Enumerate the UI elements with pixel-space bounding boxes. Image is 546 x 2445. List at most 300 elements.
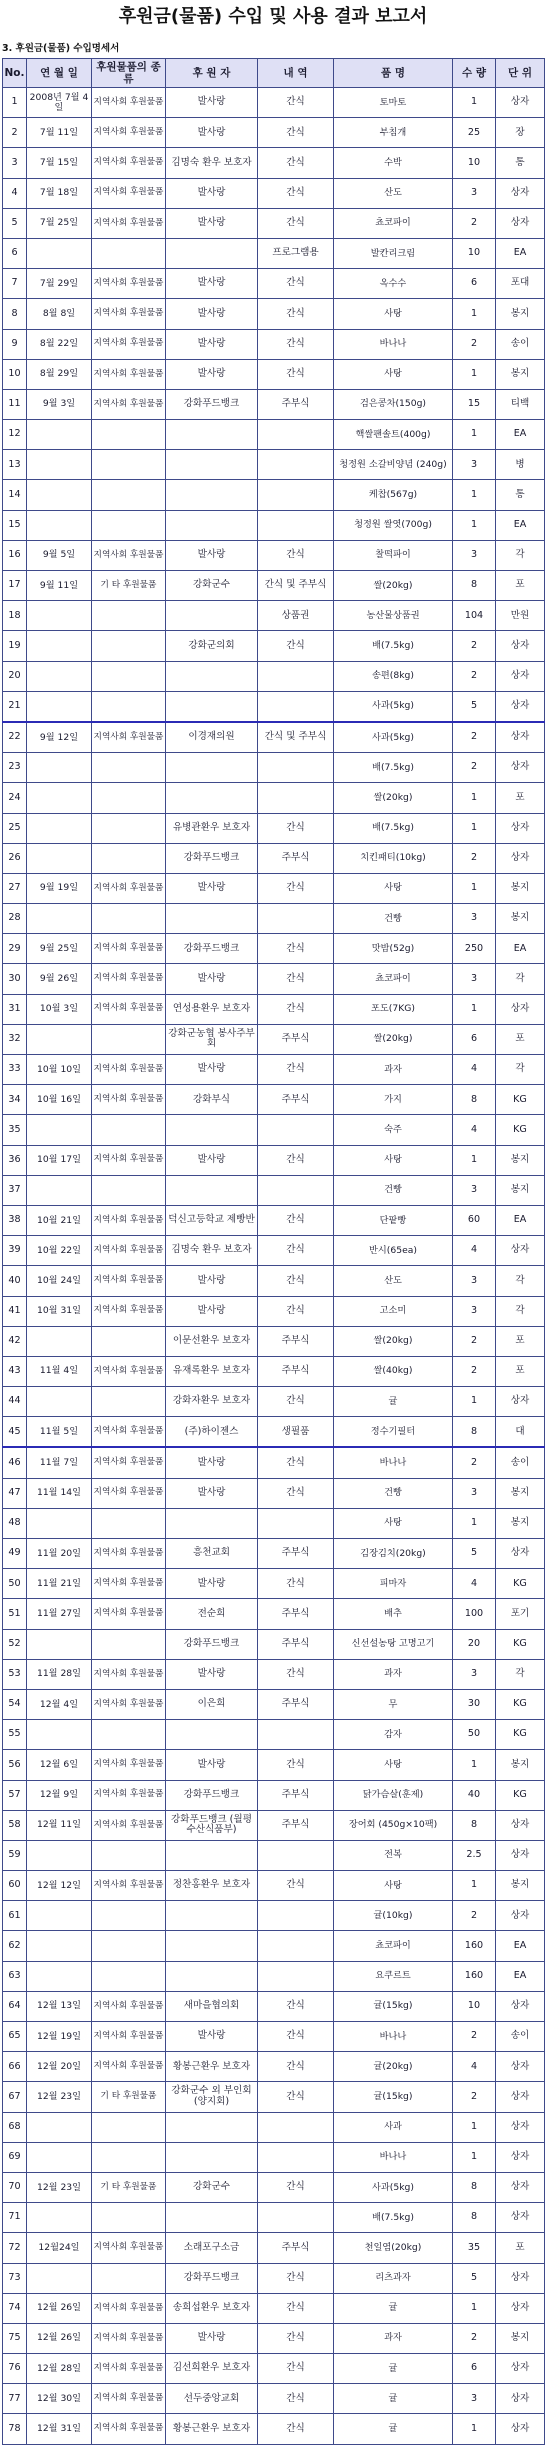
row-type: 지역사회 후원물품 — [92, 1055, 166, 1085]
row-unit: KG — [496, 1629, 545, 1659]
row-donor: 강화푸드뱅크 (월평수산식품부) — [166, 1810, 258, 1840]
row-qty: 250 — [453, 934, 496, 964]
row-date: 12월 6일 — [27, 1750, 92, 1780]
row-qty: 8 — [453, 1085, 496, 1115]
row-category: 간식 — [258, 2263, 334, 2293]
row-no: 77 — [3, 2384, 27, 2414]
col-type: 후원물품의 종 류 — [92, 59, 166, 88]
table-row — [3, 1961, 545, 1991]
row-type: 지역사회 후원물품 — [92, 1569, 166, 1599]
row-item: 귤 — [334, 2293, 453, 2323]
row-qty: 3 — [453, 540, 496, 570]
table-row — [3, 2354, 545, 2384]
row-qty: 4 — [453, 1055, 496, 1085]
row-no: 40 — [3, 1266, 27, 1296]
row-donor: 정찬홍환우 보호자 — [166, 1871, 258, 1901]
col-item: 품 명 — [334, 59, 453, 88]
row-item: 귤(15kg) — [334, 1991, 453, 2021]
row-type: 기 타 후원물품 — [92, 2172, 166, 2202]
row-qty: 4 — [453, 1236, 496, 1266]
row-date — [27, 1720, 92, 1750]
row-unit: 상자 — [496, 1840, 545, 1870]
row-donor: 황봉근환우 보호자 — [166, 2414, 258, 2444]
row-type — [92, 2203, 166, 2233]
row-unit: 상자 — [496, 208, 545, 238]
row-unit: 봉지 — [496, 1478, 545, 1508]
row-category: 간식 — [258, 1236, 334, 1266]
row-qty: 160 — [453, 1961, 496, 1991]
row-item: 바나나 — [334, 329, 453, 359]
row-category: 주부식 — [258, 1326, 334, 1356]
row-unit: 상자 — [496, 2293, 545, 2323]
row-date — [27, 1024, 92, 1054]
row-no: 59 — [3, 1840, 27, 1870]
row-qty: 2.5 — [453, 1840, 496, 1870]
row-unit: 티백 — [496, 389, 545, 419]
row-category: 간식 — [258, 208, 334, 238]
row-qty: 6 — [453, 2354, 496, 2384]
row-category — [258, 1961, 334, 1991]
row-unit: 상자 — [496, 2414, 545, 2444]
row-unit: 상자 — [496, 2112, 545, 2142]
row-no: 15 — [3, 510, 27, 540]
row-category — [258, 2203, 334, 2233]
row-unit: 봉지 — [496, 873, 545, 903]
row-unit: 상자 — [496, 1539, 545, 1569]
row-qty: 5 — [453, 1539, 496, 1569]
table-row — [3, 540, 545, 570]
row-date: 8월 8일 — [27, 299, 92, 329]
row-qty: 1 — [453, 480, 496, 510]
row-type: 지역사회 후원물품 — [92, 359, 166, 389]
row-type: 지역사회 후원물품 — [92, 329, 166, 359]
row-type: 지역사회 후원물품 — [92, 722, 166, 753]
row-item: 과자 — [334, 2323, 453, 2353]
row-qty: 10 — [453, 238, 496, 268]
row-no: 71 — [3, 2203, 27, 2233]
row-no: 61 — [3, 1901, 27, 1931]
row-unit: 봉지 — [496, 1508, 545, 1538]
row-donor — [166, 601, 258, 631]
row-category — [258, 783, 334, 813]
row-item: 건빵 — [334, 1175, 453, 1205]
row-type: 지역사회 후원물품 — [92, 1205, 166, 1235]
row-unit: KG — [496, 1720, 545, 1750]
table-row — [3, 1569, 545, 1599]
section-heading: 3. 후원금(물품) 수입명세서 — [2, 43, 120, 54]
row-donor: 유병관환우 보호자 — [166, 813, 258, 843]
row-donor: (주)하이젠스 — [166, 1417, 258, 1448]
row-item: 신선설농탕 고명고기 — [334, 1629, 453, 1659]
row-date: 9월 3일 — [27, 389, 92, 419]
row-date — [27, 661, 92, 691]
row-category — [258, 691, 334, 722]
row-item: 귤 — [334, 2384, 453, 2414]
row-qty: 2 — [453, 208, 496, 238]
row-unit: 상자 — [496, 2172, 545, 2202]
row-donor: 발사랑 — [166, 2022, 258, 2052]
row-type — [92, 2263, 166, 2293]
row-date: 11월 5일 — [27, 1417, 92, 1448]
row-no: 34 — [3, 1085, 27, 1115]
row-category: 주부식 — [258, 1024, 334, 1054]
row-donor: 김명숙 환우 보호자 — [166, 148, 258, 178]
table-row — [3, 873, 545, 903]
table-row — [3, 1840, 545, 1870]
row-category: 간식 — [258, 1991, 334, 2021]
row-unit: 봉지 — [496, 359, 545, 389]
row-date: 9월 26일 — [27, 964, 92, 994]
row-unit: KG — [496, 1085, 545, 1115]
table-row — [3, 1720, 545, 1750]
row-no: 8 — [3, 299, 27, 329]
table-row — [3, 904, 545, 934]
row-item: 발칸리크림 — [334, 238, 453, 268]
row-category: 간식 — [258, 1387, 334, 1417]
row-unit: EA — [496, 934, 545, 964]
table-row — [3, 571, 545, 601]
row-date: 12월 13일 — [27, 1991, 92, 2021]
table-row — [3, 1085, 545, 1115]
row-category: 주부식 — [258, 1780, 334, 1810]
row-donor — [166, 1901, 258, 1931]
row-item: 사과(5kg) — [334, 722, 453, 753]
table-row — [3, 2172, 545, 2202]
row-category: 간식 — [258, 1478, 334, 1508]
col-qty: 수 량 — [453, 59, 496, 88]
row-no: 44 — [3, 1387, 27, 1417]
row-category: 주부식 — [258, 2233, 334, 2263]
row-qty: 1 — [453, 813, 496, 843]
row-item: 검은콩차(150g) — [334, 389, 453, 419]
row-date — [27, 2112, 92, 2142]
row-type — [92, 238, 166, 268]
row-donor: 발사랑 — [166, 1447, 258, 1478]
row-no: 70 — [3, 2172, 27, 2202]
row-item: 토마토 — [334, 88, 453, 118]
row-unit: 포기 — [496, 1599, 545, 1629]
row-qty: 1 — [453, 1145, 496, 1175]
col-no: No. — [3, 59, 27, 88]
row-donor: 발사랑 — [166, 178, 258, 208]
row-donor: 이문선환우 보호자 — [166, 1326, 258, 1356]
row-type: 지역사회 후원물품 — [92, 1599, 166, 1629]
row-date: 9월 12일 — [27, 722, 92, 753]
row-qty: 2 — [453, 2323, 496, 2353]
row-qty: 3 — [453, 964, 496, 994]
row-category — [258, 2142, 334, 2172]
row-date: 7월 11일 — [27, 118, 92, 148]
row-item: 귤(20kg) — [334, 2052, 453, 2082]
row-donor: 발사랑 — [166, 1266, 258, 1296]
row-no: 18 — [3, 601, 27, 631]
row-qty: 40 — [453, 1780, 496, 1810]
row-date: 8월 29일 — [27, 359, 92, 389]
row-donor — [166, 1720, 258, 1750]
row-unit: 포 — [496, 1356, 545, 1386]
row-type — [92, 1931, 166, 1961]
row-item: 바나나 — [334, 1447, 453, 1478]
row-date: 10월 22일 — [27, 1236, 92, 1266]
row-no: 6 — [3, 238, 27, 268]
row-unit: 병 — [496, 450, 545, 480]
row-type: 지역사회 후원물품 — [92, 964, 166, 994]
row-no: 64 — [3, 1991, 27, 2021]
row-item: 바나나 — [334, 2142, 453, 2172]
row-category: 생필품 — [258, 1417, 334, 1448]
row-unit: 장 — [496, 118, 545, 148]
row-item: 귤(15kg) — [334, 2082, 453, 2112]
row-category: 간식 — [258, 1145, 334, 1175]
row-unit: 송이 — [496, 2022, 545, 2052]
row-no: 67 — [3, 2082, 27, 2112]
row-donor: 발사랑 — [166, 208, 258, 238]
row-category — [258, 420, 334, 450]
table-row — [3, 1689, 545, 1719]
row-donor — [166, 238, 258, 268]
row-category — [258, 450, 334, 480]
row-date: 11월 14일 — [27, 1478, 92, 1508]
row-no: 73 — [3, 2263, 27, 2293]
table-row — [3, 420, 545, 450]
row-item: 사탕 — [334, 299, 453, 329]
row-no: 56 — [3, 1750, 27, 1780]
row-item: 사과(5kg) — [334, 2172, 453, 2202]
row-category: 간식 — [258, 1659, 334, 1689]
row-date: 12월 23일 — [27, 2172, 92, 2202]
row-donor: 강화군농협 봉사주부회 — [166, 1024, 258, 1054]
row-item: 포도(7KG) — [334, 994, 453, 1024]
row-no: 60 — [3, 1871, 27, 1901]
row-category: 간식 — [258, 2414, 334, 2444]
table-row — [3, 661, 545, 691]
row-category — [258, 480, 334, 510]
row-qty: 1 — [453, 1871, 496, 1901]
row-item: 김장김치(20kg) — [334, 1539, 453, 1569]
row-date — [27, 1115, 92, 1145]
row-unit: KG — [496, 1115, 545, 1145]
row-donor — [166, 480, 258, 510]
row-type — [92, 1961, 166, 1991]
row-date — [27, 1175, 92, 1205]
row-unit: 상자 — [496, 2203, 545, 2233]
row-type — [92, 1901, 166, 1931]
col-date: 연 월 일 — [27, 59, 92, 88]
row-category: 간식 — [258, 2293, 334, 2323]
table-row — [3, 2293, 545, 2323]
row-donor: 발사랑 — [166, 1478, 258, 1508]
table-row — [3, 1326, 545, 1356]
row-unit: KG — [496, 1569, 545, 1599]
row-no: 63 — [3, 1961, 27, 1991]
row-donor: 발사랑 — [166, 2323, 258, 2353]
table-row — [3, 1236, 545, 1266]
table-row — [3, 1356, 545, 1386]
row-item: 귤 — [334, 2414, 453, 2444]
row-category: 간식 — [258, 964, 334, 994]
row-qty: 1 — [453, 1750, 496, 1780]
row-no: 35 — [3, 1115, 27, 1145]
row-date — [27, 1508, 92, 1538]
row-no: 3 — [3, 148, 27, 178]
row-type: 지역사회 후원물품 — [92, 1750, 166, 1780]
row-donor — [166, 1961, 258, 1991]
row-no: 74 — [3, 2293, 27, 2323]
table-row — [3, 1539, 545, 1569]
table-row — [3, 813, 545, 843]
row-no: 55 — [3, 1720, 27, 1750]
row-type: 지역사회 후원물품 — [92, 1236, 166, 1266]
row-date — [27, 1931, 92, 1961]
row-type — [92, 691, 166, 722]
row-type — [92, 1326, 166, 1356]
row-unit: 통 — [496, 148, 545, 178]
row-qty: 1 — [453, 1387, 496, 1417]
report-title: 후원금(물품) 수입 및 사용 결과 보고서 — [118, 6, 428, 27]
row-no: 28 — [3, 904, 27, 934]
row-date — [27, 2142, 92, 2172]
row-category: 간식 — [258, 1569, 334, 1599]
row-item: 고소미 — [334, 1296, 453, 1326]
row-no: 2 — [3, 118, 27, 148]
row-item: 과자 — [334, 1659, 453, 1689]
row-date: 12월 30일 — [27, 2384, 92, 2414]
row-donor — [166, 510, 258, 540]
row-type — [92, 843, 166, 873]
row-date: 10월 16일 — [27, 1085, 92, 1115]
row-item: 부침개 — [334, 118, 453, 148]
row-category — [258, 1840, 334, 1870]
row-date: 11월 20일 — [27, 1539, 92, 1569]
row-item: 사과 — [334, 2112, 453, 2142]
row-type: 지역사회 후원물품 — [92, 299, 166, 329]
row-type — [92, 420, 166, 450]
table-row — [3, 269, 545, 299]
row-unit: 포 — [496, 571, 545, 601]
table-row — [3, 1901, 545, 1931]
row-item: 옥수수 — [334, 269, 453, 299]
row-unit: KG — [496, 1780, 545, 1810]
table-row — [3, 299, 545, 329]
table-row — [3, 2323, 545, 2353]
row-unit: 상자 — [496, 813, 545, 843]
row-donor: 강화군수 — [166, 571, 258, 601]
row-date: 12월 28일 — [27, 2354, 92, 2384]
row-qty: 2 — [453, 1356, 496, 1386]
row-no: 22 — [3, 722, 27, 753]
row-donor: 발사랑 — [166, 88, 258, 118]
row-type: 지역사회 후원물품 — [92, 873, 166, 903]
row-qty: 1 — [453, 2142, 496, 2172]
row-category — [258, 1115, 334, 1145]
row-item: 닭가슴살(훈제) — [334, 1780, 453, 1810]
row-unit: 각 — [496, 964, 545, 994]
row-donor: 송희섭환우 보호자 — [166, 2293, 258, 2323]
row-category: 간식 — [258, 299, 334, 329]
row-unit: 봉지 — [496, 2323, 545, 2353]
row-qty: 8 — [453, 2203, 496, 2233]
row-type — [92, 783, 166, 813]
row-donor: 김선희환우 보호자 — [166, 2354, 258, 2384]
row-item: 농산물상품권 — [334, 601, 453, 631]
row-type — [92, 1629, 166, 1659]
row-item: 치킨패티(10kg) — [334, 843, 453, 873]
row-item: 찰떡파이 — [334, 540, 453, 570]
row-category: 간식 — [258, 88, 334, 118]
row-type — [92, 753, 166, 783]
donation-table — [2, 58, 545, 2445]
row-date — [27, 1387, 92, 1417]
row-qty: 2 — [453, 1447, 496, 1478]
row-type — [92, 510, 166, 540]
row-no: 58 — [3, 1810, 27, 1840]
table-row — [3, 238, 545, 268]
row-item: 쌀(20kg) — [334, 1024, 453, 1054]
row-date — [27, 1326, 92, 1356]
row-type — [92, 1720, 166, 1750]
row-date: 12월 26일 — [27, 2323, 92, 2353]
row-category: 주부식 — [258, 1689, 334, 1719]
row-no: 7 — [3, 269, 27, 299]
row-date — [27, 843, 92, 873]
row-donor — [166, 1175, 258, 1205]
table-row — [3, 1750, 545, 1780]
row-date: 12월 11일 — [27, 1810, 92, 1840]
row-unit: 각 — [496, 1266, 545, 1296]
row-type — [92, 1024, 166, 1054]
row-category: 간식 — [258, 934, 334, 964]
row-item: 쵸코파이 — [334, 208, 453, 238]
row-category: 간식 — [258, 1296, 334, 1326]
row-type: 지역사회 후원물품 — [92, 1417, 166, 1448]
row-item: 산도 — [334, 178, 453, 208]
row-donor — [166, 450, 258, 480]
row-category: 간식 — [258, 2354, 334, 2384]
row-qty: 1 — [453, 420, 496, 450]
row-date: 12월 19일 — [27, 2022, 92, 2052]
row-no: 57 — [3, 1780, 27, 1810]
row-date: 7월 29일 — [27, 269, 92, 299]
row-donor: 발사랑 — [166, 359, 258, 389]
row-qty: 2 — [453, 661, 496, 691]
row-no: 25 — [3, 813, 27, 843]
row-unit: KG — [496, 1689, 545, 1719]
row-type: 지역사회 후원물품 — [92, 178, 166, 208]
row-qty: 3 — [453, 1296, 496, 1326]
row-no: 26 — [3, 843, 27, 873]
row-type — [92, 601, 166, 631]
row-item: 숙주 — [334, 1115, 453, 1145]
row-unit: 각 — [496, 540, 545, 570]
row-item: 쌀(20kg) — [334, 1326, 453, 1356]
row-item: 귤 — [334, 2354, 453, 2384]
row-date: 7월 15일 — [27, 148, 92, 178]
row-donor — [166, 783, 258, 813]
row-date: 12월 23일 — [27, 2082, 92, 2112]
table-row — [3, 843, 545, 873]
row-item: 무 — [334, 1689, 453, 1719]
row-no: 39 — [3, 1236, 27, 1266]
row-no: 47 — [3, 1478, 27, 1508]
table-row — [3, 1871, 545, 1901]
row-unit: 봉지 — [496, 1871, 545, 1901]
row-unit: 포 — [496, 783, 545, 813]
row-no: 19 — [3, 631, 27, 661]
row-date: 9월 19일 — [27, 873, 92, 903]
row-item: 사탕 — [334, 873, 453, 903]
row-qty: 5 — [453, 691, 496, 722]
row-no: 31 — [3, 994, 27, 1024]
